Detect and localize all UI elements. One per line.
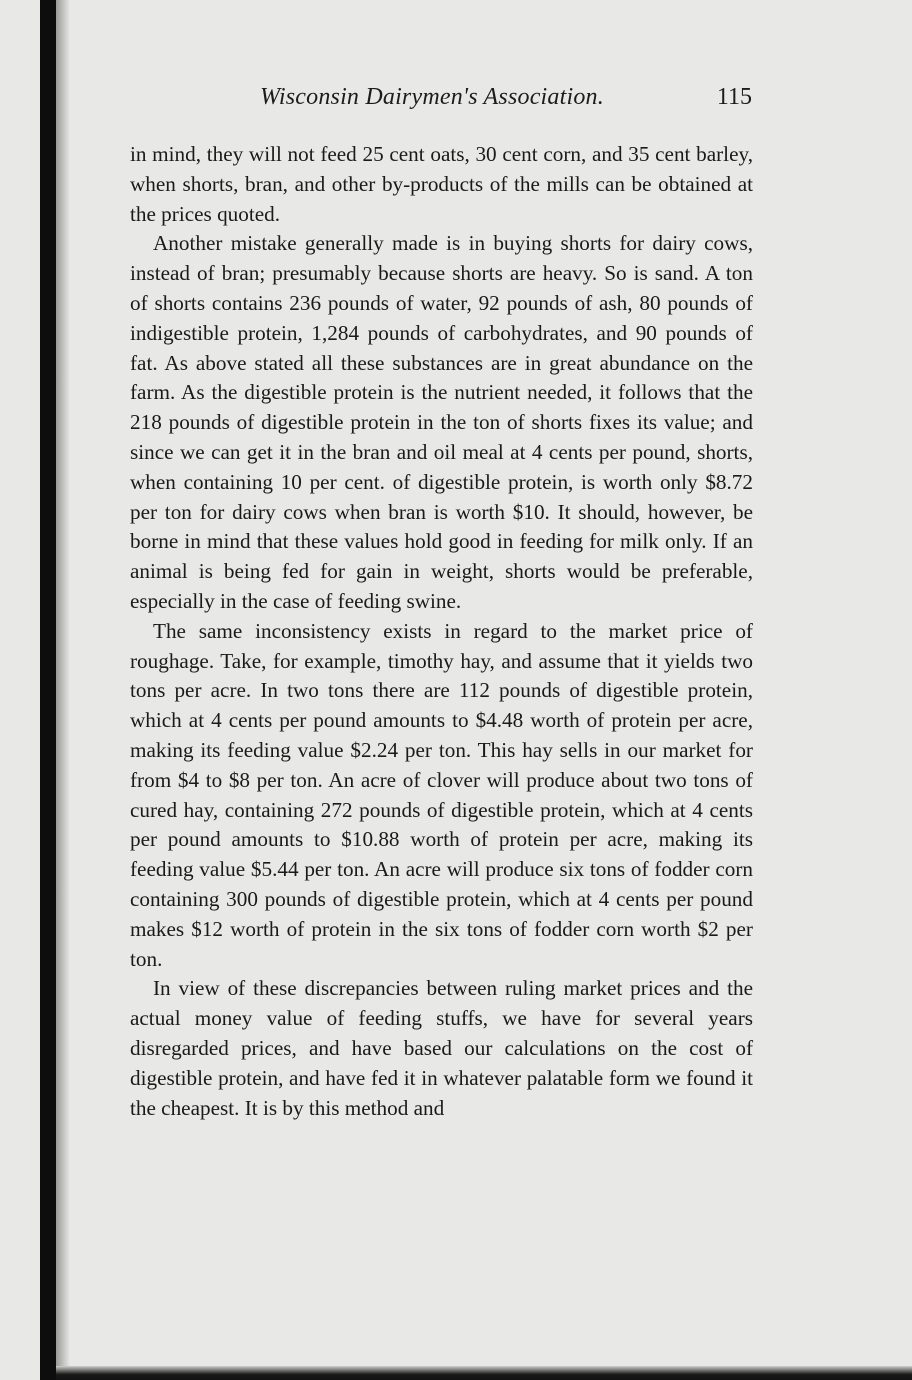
- paragraph-continuation: in mind, they will not feed 25 cent oats, 30 cent corn, and 35 cent barley, when shorts, bran, and other by-products of the mills can be obtained at the prices quoted.: [130, 142, 753, 226]
- paragraph-roughage: The same inconsistency exists in regard to the market price of roughage. Take, for example, timothy hay, and assume that it yields two tons per acre. In two tons there are 112 pounds of digestible protein, which at 4 cents per pound amounts to $4.48 worth of protein per acre, making its feeding value $2.24 per ton. This hay sells in our market for from $4 to $8 per ton. An acre of clover will produce about two tons of cured hay, containing 272 pounds of digestible protein, which at 4 cents per pound amounts to $10.88 worth of protein per acre, making its feeding value $5.44 per ton. An acre will produce six tons of fodder corn containing 300 pounds of digestible protein, which at 4 cents per pound makes $12 worth of protein in the six tons of fodder corn worth $2 per ton.: [130, 618, 753, 971]
- paragraph-discrepancies: In view of these discrepancies between ruling market prices and the actual money value of feeding stuffs, we have for several years disregarded prices, and have based our calculations on the cost of digestible protein, and have fed it in whatever palatable form we found it the cheapest. It is by this method and: [130, 976, 753, 1120]
- gutter-shadow: [56, 0, 70, 1380]
- paragraph-shorts: Another mistake generally made is in buying shorts for dairy cows, instead of bran; presumably because shorts are heavy. So is sand. A ton of shorts contains 236 pounds of water, 92 pounds of ash, 80 pounds of indigestible protein, 1,284 pounds of carbohydrates, and 90 pounds of fat. As above stated all these substances are in great abundance on the farm. As the digestible protein is the nutrient needed, it follows that the 218 pounds of digestible protein in the ton of shorts fixes its value; and since we can get it in the bran and oil meal at 4 cents per pound, shorts, when containing 10 per cent. of digestible protein, is worth only $8.72 per ton for dairy cows when bran is worth $10. It should, however, be borne in mind that these values hold good in feeding for milk only. If an animal is being fed for gain in weight, shorts would be preferable, especially in the case of feeding swine.: [130, 231, 753, 613]
- running-title: Wisconsin Dairymen's Association.: [260, 84, 604, 110]
- page-number: 115: [716, 84, 752, 110]
- running-head: [130, 84, 756, 118]
- body-text: [130, 140, 753, 1123]
- page-bottom-edge: [56, 1366, 912, 1380]
- book-binding-edge: [40, 0, 56, 1380]
